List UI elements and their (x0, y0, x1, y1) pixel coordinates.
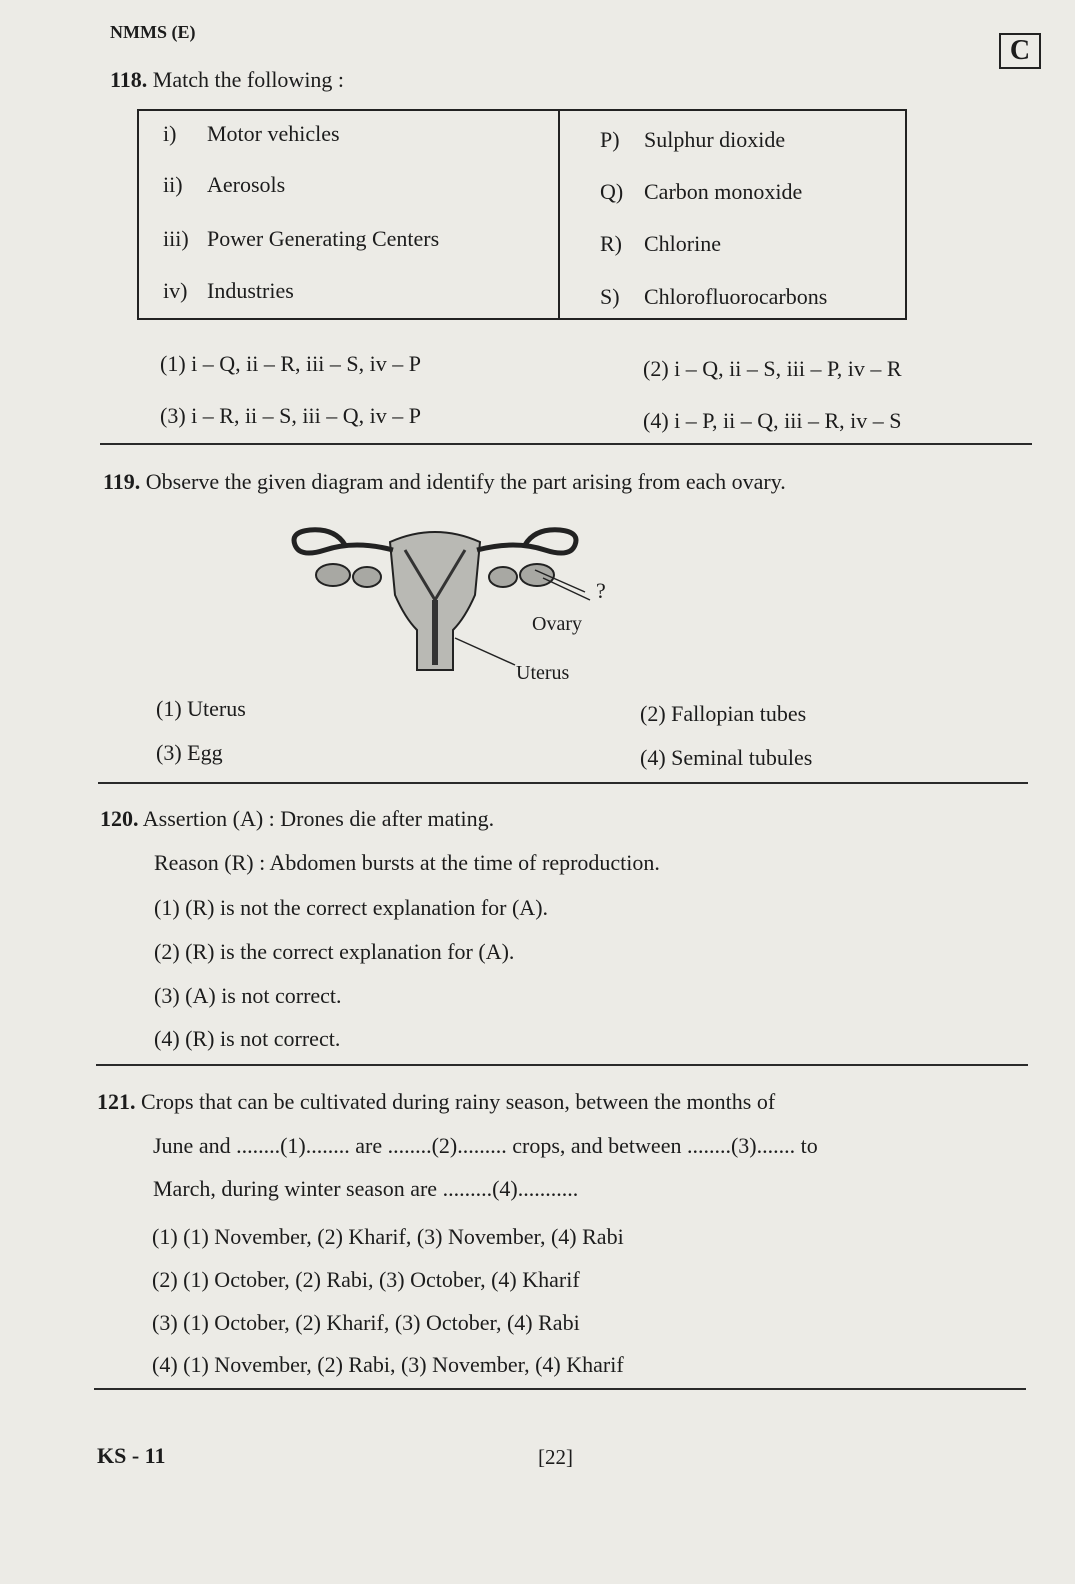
match-left-item: iii) Power Generating Centers (163, 226, 440, 251)
reason-text: Reason (R) : Abdomen bursts at the time of reproduction. (154, 850, 660, 875)
question-number: 118. (110, 67, 148, 92)
section-divider (96, 1064, 1028, 1066)
match-left-item: i) Motor vehicles (163, 121, 340, 146)
option-2[interactable]: (2) Fallopian tubes (640, 701, 807, 726)
question-118 (110, 67, 344, 93)
diagram-label-ovary: Ovary (532, 613, 582, 635)
left-ovary-2 (353, 567, 381, 587)
set-code-badge: C (999, 33, 1041, 69)
section-divider (98, 782, 1028, 784)
pointer-line-unknown (543, 578, 590, 600)
question-number: 121. (97, 1089, 136, 1114)
match-right-item: P) Sulphur dioxide (600, 127, 786, 152)
option-1[interactable]: (1) i – Q, ii – R, iii – S, iv – P (160, 351, 421, 376)
diagram-label-unknown: ? (596, 578, 606, 603)
match-left-item: iv) Industries (163, 278, 294, 303)
option-1[interactable]: (1) (R) is not the correct explanation for (A). (154, 895, 549, 920)
option-3[interactable]: (3) i – R, ii – S, iii – Q, iv – P (160, 403, 421, 428)
option-1[interactable]: (1) (1) November, (2) Kharif, (3) November, (4) Rabi (152, 1224, 624, 1249)
question-text-line-1: Crops that can be cultivated during rainy season, between the months of (141, 1089, 776, 1114)
page-header-title: NMMS (E) (110, 22, 196, 42)
question-text-line-2: June and ........(1)........ are ........(2)......... crops, and between ........(3)....... to (153, 1133, 818, 1158)
question-text: Observe the given diagram and identify the part arising from each ovary. (145, 469, 786, 494)
section-divider (94, 1388, 1026, 1390)
table-divider (558, 111, 560, 318)
option-4[interactable]: (4) i – P, ii – Q, iii – R, iv – S (643, 408, 902, 433)
option-2[interactable]: (2) (1) October, (2) Rabi, (3) October, (4) Kharif (152, 1267, 580, 1292)
section-divider (100, 443, 1032, 445)
question-120 (100, 806, 494, 832)
page-number: [22] (538, 1445, 573, 1469)
option-4[interactable]: (4) Seminal tubules (640, 745, 813, 770)
option-1[interactable]: (1) Uterus (156, 696, 246, 721)
match-right-item: S) Chlorofluorocarbons (600, 284, 828, 309)
match-left-item: ii) Aerosols (163, 172, 286, 197)
diagram-label-uterus: Uterus (516, 662, 570, 684)
option-3[interactable]: (3) Egg (156, 740, 223, 765)
question-text: Match the following : (152, 67, 345, 92)
option-4[interactable]: (4) (1) November, (2) Rabi, (3) November, (4) Kharif (152, 1352, 624, 1377)
left-fallopian-tube (294, 530, 393, 553)
option-3[interactable]: (3) (A) is not correct. (154, 983, 342, 1008)
question-number: 119. (103, 469, 141, 494)
right-ovary (489, 567, 517, 587)
pointer-line-uterus (455, 638, 515, 665)
option-2[interactable]: (2) i – Q, ii – S, iii – P, iv – R (643, 356, 902, 381)
assertion-text: Assertion (A) : Drones die after mating. (142, 806, 495, 831)
match-table (137, 109, 907, 320)
match-right-item: R) Chlorine (600, 231, 721, 256)
footer-code: KS - 11 (97, 1443, 166, 1468)
right-ovary-2 (520, 564, 554, 586)
option-4[interactable]: (4) (R) is not correct. (154, 1026, 341, 1051)
option-2[interactable]: (2) (R) is the correct explanation for (A). (154, 939, 515, 964)
question-121 (97, 1089, 775, 1115)
question-119 (103, 469, 786, 495)
option-3[interactable]: (3) (1) October, (2) Kharif, (3) October, (4) Rabi (152, 1310, 580, 1335)
question-text-line-3: March, during winter season are .........(4)........... (153, 1176, 579, 1201)
match-right-item: Q) Carbon monoxide (600, 179, 803, 204)
question-number: 120. (100, 806, 139, 831)
female-reproductive-system-diagram (285, 520, 625, 690)
right-fallopian-tube (477, 530, 576, 553)
left-ovary (316, 564, 350, 586)
